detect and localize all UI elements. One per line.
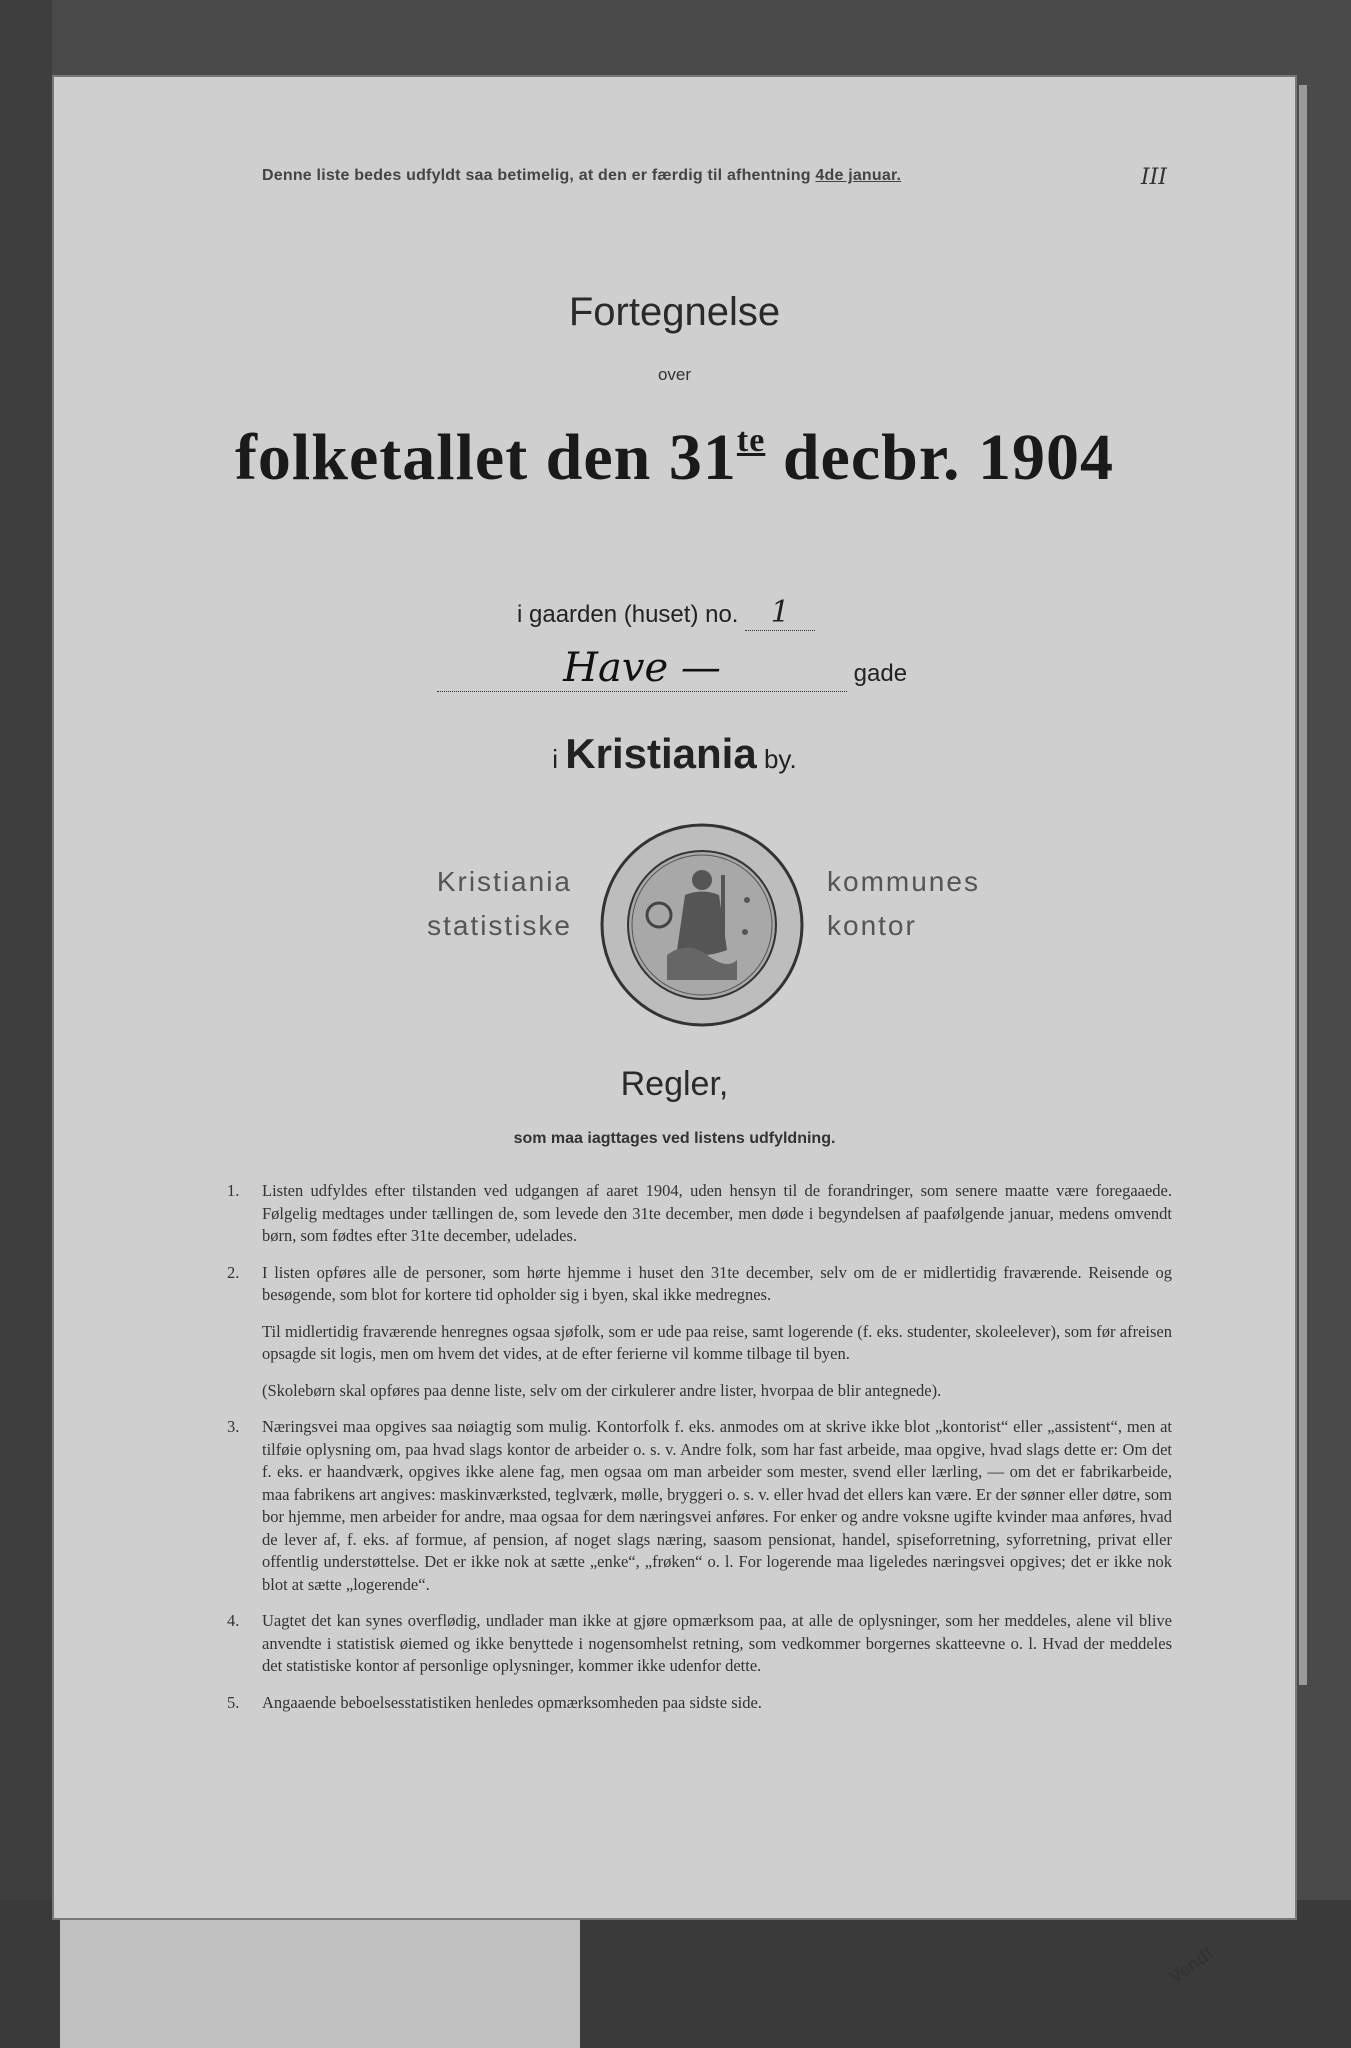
city-line xyxy=(52,730,1297,778)
main-title-part2: decbr. 1904 xyxy=(782,421,1115,494)
city-name: Kristiania xyxy=(565,730,757,777)
rule-item xyxy=(227,1610,1172,1678)
office-right-line2: kontor xyxy=(827,910,917,941)
top-instruction xyxy=(262,167,1082,185)
title-fortegnelse: Fortegnelse xyxy=(568,290,781,334)
city-seal-icon xyxy=(597,820,807,1030)
city-prefix: i xyxy=(552,744,559,774)
rules-title: Regler, xyxy=(620,1065,729,1103)
turn-page-note: Vend! xyxy=(1165,1942,1218,1988)
scan-border-bottom xyxy=(0,1900,1351,2048)
rule-number: 2. xyxy=(227,1262,240,1282)
rule-paragraph: Angaaende beboelsesstatistiken henledes opmærksomheden paa sidste side. xyxy=(262,1692,762,1712)
office-left-line2: statistiske xyxy=(427,910,572,941)
handwritten-mark: III xyxy=(1140,165,1167,190)
page-edge xyxy=(1299,85,1307,1685)
top-instruction-text: Denne liste bedes udfyldt saa betimelig, at den er færdig til afhentning xyxy=(262,167,811,184)
office-name-right xyxy=(827,860,1087,948)
rule-paragraph: Listen udfyldes efter tilstanden ved udgangen af aaret 1904, uden hensyn til de forandringer, som senere maatte være foregaaede. Følgelig medtages under tællingen de, som levede den 31te december, men døde i begyndelsen af paafølgende januar, medens omvendt børn, som fødtes efter 31te december, udelades. xyxy=(262,1181,1172,1245)
rule-paragraph: (Skolebørn skal opføres paa denne liste, selv om der cirkulerer andre lister, hvorpaa de blir antegnede). xyxy=(262,1380,942,1400)
scan-glare xyxy=(60,1910,580,2048)
rule-item xyxy=(227,1180,1172,1248)
office-right-line1: kommunes xyxy=(827,866,980,897)
rule-paragraph: I listen opføres alle de personer, som hørte hjemme i huset den 31te december, selv om de er midlertidig fraværende. Reisende og besøgende, som blot for kortere tid opholder sig i byen, skal ikke medregnes. xyxy=(262,1262,1172,1304)
rule-number: 5. xyxy=(227,1692,240,1712)
street-label: gade xyxy=(853,660,908,687)
rules-list xyxy=(227,1180,1172,1728)
main-title xyxy=(52,420,1297,496)
main-title-sup: te xyxy=(736,422,766,459)
scan-border-left xyxy=(0,0,52,2048)
city-suffix: by. xyxy=(763,744,797,774)
street-line xyxy=(437,645,917,692)
rule-number: 1. xyxy=(227,1181,240,1200)
house-number-label: i gaarden (huset) no. xyxy=(517,601,739,628)
title-over: over xyxy=(657,365,692,384)
house-number-value: 1 xyxy=(745,595,815,631)
street-value: Have — xyxy=(437,645,847,692)
office-name-left xyxy=(352,860,572,948)
rule-paragraph: Til midlertidig fraværende henregnes ogsaa sjøfolk, som er ude paa reise, samt logerende (f. eks. studenter, skoleelever), som før afreisen opsagde sit logis, men om hvem det vides, at de efter ferierne vil komme tilbage til byen. xyxy=(262,1321,1172,1363)
rule-paragraph: Uagtet det kan synes overflødig, undlader man ikke at gjøre opmærksom paa, at alle de oplysninger, som her meddeles, alene vil blive anvendte i statistisk øiemed og ikke benyttede i nogensomhelst retning, som vedkommer borgernes skatteevne o. l. Hvad der meddeles det statistiske kontor af personlige oplysninger, kommer ikke udenfor dette. xyxy=(262,1611,1172,1675)
rule-item xyxy=(227,1416,1172,1596)
office-left-line1: Kristiania xyxy=(436,866,572,897)
deadline-date: 4de januar. xyxy=(815,167,902,184)
rule-item xyxy=(227,1262,1172,1403)
house-number-line xyxy=(517,595,815,631)
main-title-part1: folketallet den 31 xyxy=(234,421,737,494)
census-form-page xyxy=(52,75,1297,1988)
rules-subtitle: som maa iagttages ved listens udfyldning. xyxy=(513,1130,836,1147)
rule-paragraph: Næringsvei maa opgives saa nøiagtig som mulig. Kontorfolk f. eks. anmodes om at skrive ikke blot „kontorist“ eller „assistent“, men at tilføie oplysning om, paa hvad slags kontor de arbeider o. s. v. Andre folk, som har fast arbeide, maa opgive, hvad slags dette er: Om det f. eks. er haandværk, opgives ikke alene fag, men ogsaa om man arbeider som mester, svend eller lærling, — om det er fabrikarbeide, maa fabrikens art angives: maskinværksted, teglværk, mølle, bryggeri o. s. v. eller hvad det ellers kan være. Er der sønner eller døtre, som bor hjemme, men arbeider for andre, maa ogsaa for dem næringsvei anføres. For enker og andre voksne ugifte kvinder maa anføres, hvad de lever af, f. eks. af formue, af pension, af noget slags næring, saasom pensionat, handel, spiseforretning, syforretning, privat eller offentlig understøttelse. Det er ikke nok at sætte „enke“, „frøken“ o. l. For logerende maa ligeledes næringsvei opgives; det er ikke nok blot at sætte „logerende“. xyxy=(262,1417,1172,1594)
rule-item xyxy=(227,1692,1172,1715)
rule-number: 4. xyxy=(227,1611,240,1630)
rule-number: 3. xyxy=(227,1417,240,1436)
